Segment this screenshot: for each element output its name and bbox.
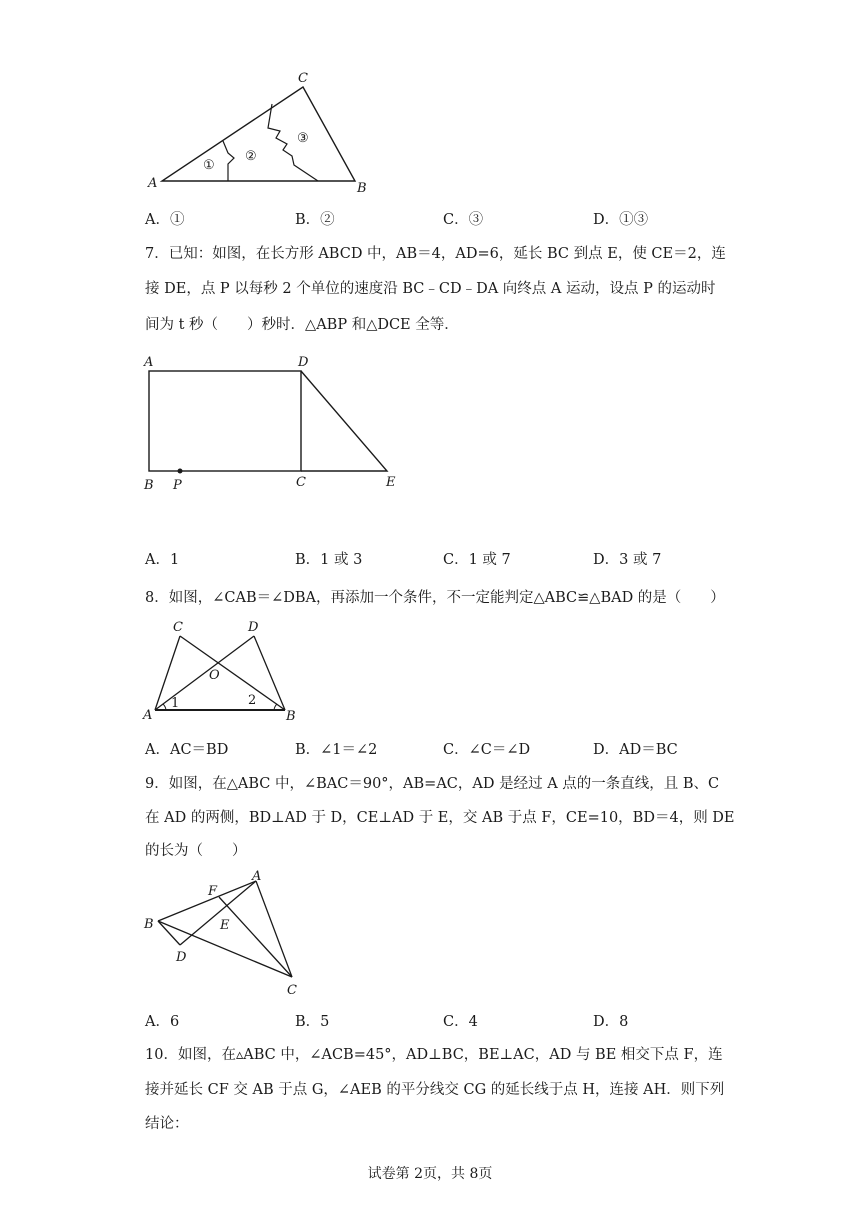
- q9-stem-line-1: 9．如图，在△ABC 中，∠BAC＝90°，AB=AC，AD 是经过 A 点的一条直线，且 B、C: [145, 776, 720, 792]
- q6-label-A: A: [148, 176, 158, 191]
- q9-label-B: B: [144, 917, 154, 932]
- q6-label-C: C: [298, 71, 308, 86]
- q7-label-B: B: [144, 478, 154, 493]
- q7-label-D: D: [298, 355, 309, 370]
- q9-option-c[interactable]: C．4: [443, 1014, 478, 1030]
- q8-label-O: O: [209, 668, 220, 683]
- q8-option-d[interactable]: D．AD＝BC: [593, 742, 678, 758]
- q9-label-C: C: [287, 983, 297, 998]
- q9-segment-ab: [158, 881, 256, 921]
- q7-option-d[interactable]: D．3 或 7: [593, 552, 662, 568]
- q6-region-1: ①: [203, 158, 215, 173]
- q10-stem-line-1: 10．如图，在▵ABC 中，∠ACB=45°，AD⊥BC，BE⊥AC，AD 与 BE 相交下点 F，连: [145, 1047, 723, 1063]
- q7-label-P: P: [173, 478, 182, 493]
- q7-stem-line-3: 间为 t 秒（ ）秒时．△ABP 和△DCE 全等．: [145, 317, 459, 333]
- q9-stem-line-2: 在 AD 的两侧，BD⊥AD 于 D，CE⊥AD 于 E，交 AB 于点 F，CE=10，BD＝4，则 DE: [145, 810, 735, 826]
- q9-label-D: D: [176, 950, 187, 965]
- q9-label-F: F: [208, 884, 218, 899]
- q8-label-angle-2: 2: [248, 693, 257, 708]
- q6-option-b[interactable]: B．②: [295, 212, 335, 228]
- q10-stem-line-2: 接并延长 CF 交 AB 于点 G，∠AEB 的平分线交 CG 的延长线于点 H，连接 AH．则下列: [145, 1082, 725, 1098]
- q10-stem-line-3: 结论：: [145, 1116, 189, 1132]
- q8-stem-line-1: 8．如图，∠CAB＝∠DBA，再添加一个条件，不一定能判定△ABC≌△BAD 的是（ ）: [145, 590, 725, 606]
- q8-option-b[interactable]: B．∠1＝∠2: [295, 742, 378, 758]
- q9-segment-ad: [180, 881, 256, 945]
- q6-option-a[interactable]: A．①: [145, 212, 185, 228]
- q9-label-E: E: [220, 918, 230, 933]
- q9-segment-ac: [256, 881, 292, 977]
- q8-label-A: A: [143, 708, 153, 723]
- q8-label-B: B: [286, 709, 296, 724]
- q7-label-C: C: [296, 475, 306, 490]
- q7-option-c[interactable]: C．1 或 7: [443, 552, 511, 568]
- q7-label-A: A: [144, 355, 154, 370]
- q9-option-d[interactable]: D．8: [593, 1014, 629, 1030]
- q9-stem-line-3: 的长为（ ）: [145, 843, 247, 859]
- q7-label-E: E: [386, 475, 396, 490]
- q9-option-a[interactable]: A．6: [145, 1014, 180, 1030]
- q9-segment-ce: [219, 897, 292, 977]
- q8-label-C: C: [173, 620, 183, 635]
- q6-label-B: B: [357, 181, 367, 196]
- q6-option-c[interactable]: C．③: [443, 212, 484, 228]
- q6-region-3: ③: [297, 131, 309, 146]
- q8-option-a[interactable]: A．AC＝BD: [145, 742, 229, 758]
- q6-region-2: ②: [245, 149, 257, 164]
- q9-option-b[interactable]: B．5: [295, 1014, 330, 1030]
- q7-option-b[interactable]: B．1 或 3: [295, 552, 363, 568]
- q8-label-D: D: [248, 620, 259, 635]
- q8-label-angle-1: 1: [171, 696, 180, 711]
- q7-stem-line-2: 接 DE，点 P 以每秒 2 个单位的速度沿 BC﹣CD﹣DA 向终点 A 运动，设点 P 的运动时: [145, 281, 716, 297]
- q9-label-A: A: [252, 869, 262, 884]
- q8-option-c[interactable]: C．∠C＝∠D: [443, 742, 531, 758]
- q7-stem-line-1: 7．已知：如图，在长方形 ABCD 中，AB＝4，AD=6，延长 BC 到点 E，使 CE＝2，连: [145, 246, 726, 262]
- page-footer: 试卷第 2页，共 8页: [367, 1166, 493, 1182]
- q6-option-d[interactable]: D．①③: [593, 212, 649, 228]
- q9-segment-bd: [158, 921, 180, 945]
- q7-option-a[interactable]: A．1: [145, 552, 180, 568]
